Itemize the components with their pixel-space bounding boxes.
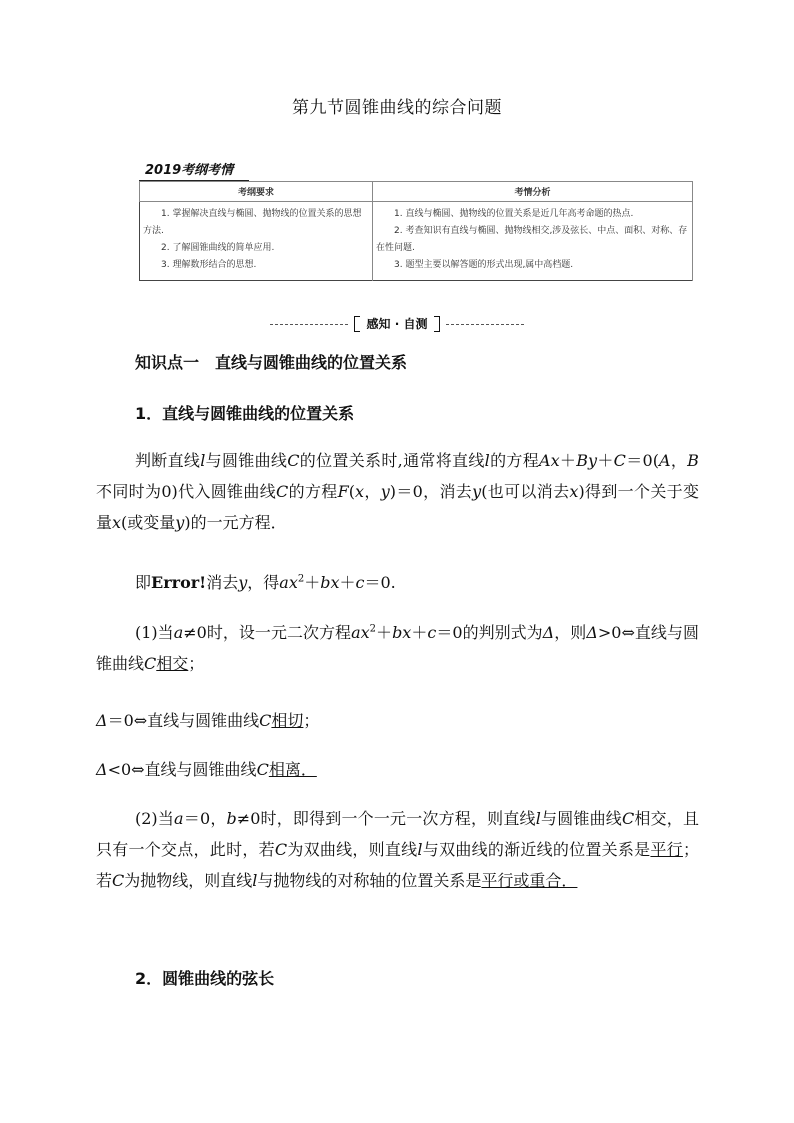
text: 为抛物线，则直线 — [124, 871, 253, 890]
text: 与圆锥曲线 — [205, 451, 288, 470]
page-title: 第九节圆锥曲线的综合问题 — [292, 98, 502, 118]
text: 为双曲线，则直线 — [287, 840, 418, 859]
text: ＋ — [376, 623, 393, 642]
answer-underlined: 相交 — [156, 654, 189, 673]
var: C — [259, 711, 272, 730]
text: ，则 — [554, 623, 587, 642]
var: bx — [392, 623, 412, 642]
answer-underlined: 平行或重合． — [481, 871, 578, 890]
var: Δ — [96, 711, 108, 730]
var: C — [613, 451, 626, 470]
var: C — [274, 840, 288, 859]
text: ； — [188, 654, 205, 673]
text: ，得 — [247, 573, 280, 592]
var: Ax — [539, 451, 560, 470]
divider-dash-left — [270, 324, 348, 325]
var: x — [569, 482, 579, 501]
paragraph-case-1 — [96, 617, 699, 679]
requirement-item: 3. 理解数形结合的思想. — [161, 260, 257, 270]
var: x — [112, 513, 122, 532]
var: y — [472, 482, 482, 501]
var: x — [288, 573, 298, 592]
answer-underlined: 相离． — [268, 760, 317, 779]
text: ＋ — [597, 451, 614, 470]
text: 的方程 — [288, 482, 338, 501]
exam-outline-table — [139, 181, 693, 281]
exam-outline-tag: 2019考纲考情 — [139, 162, 249, 181]
answer-underlined: 平行 — [650, 840, 683, 859]
text: 不同时为0)代入圆锥曲线 — [96, 482, 277, 501]
sub-heading-chord: 2．圆锥曲线的弦长 — [135, 969, 275, 988]
text: (2)当 — [135, 809, 175, 828]
text: (也可以消去 — [481, 482, 570, 501]
var: By — [576, 451, 598, 470]
text: (1)当 — [135, 623, 174, 642]
text: 与抛物线的对称轴的位置关系是 — [257, 871, 482, 890]
text: ≠0时，即得到一个一元一次方程，则直线 — [236, 809, 536, 828]
text: 相交，且只有一个交点，此时，若 — [96, 809, 699, 859]
requirement-item: 2. 了解圆锥曲线的简单应用. — [161, 243, 275, 253]
requirement-item: 1. 掌握解决直线与椭圆、抛物线的位置关系的思想方法. — [143, 209, 362, 236]
answer-underlined: 相切 — [271, 711, 304, 730]
var: a — [174, 809, 184, 828]
requirements-header: 考纲要求 — [140, 182, 373, 202]
text: ；若 — [96, 840, 699, 890]
var: C — [112, 871, 125, 890]
text: ＋ — [339, 573, 356, 592]
paragraph-separate — [96, 754, 699, 785]
var: y — [380, 482, 390, 501]
var: c — [427, 623, 437, 642]
text: ＝0的判别式为 — [436, 623, 543, 642]
var: l — [484, 451, 490, 470]
text: 与双曲线的渐近线的位置关系是 — [422, 840, 651, 859]
text: 消去 — [206, 573, 239, 592]
paragraph-tangent — [96, 705, 699, 736]
text: <0⇔直线与圆锥曲线 — [107, 760, 257, 779]
analysis-item: 3. 题型主要以解答题的形式出现,属中高档题. — [394, 260, 574, 270]
exam-outline-body-row — [140, 202, 693, 281]
paragraph-case-2 — [96, 803, 699, 896]
knowledge-point-heading: 知识点一 直线与圆锥曲线的位置关系 — [135, 353, 408, 372]
text: ＝0， — [183, 809, 227, 828]
text: )得到一个关于变量 — [96, 482, 699, 532]
var: C — [144, 654, 157, 673]
var: x — [360, 623, 370, 642]
requirements-cell — [140, 202, 373, 281]
exam-outline-box — [139, 162, 693, 281]
var: x — [354, 482, 365, 501]
exam-outline-header-row — [140, 182, 693, 202]
analysis-header: 考情分析 — [373, 182, 693, 202]
var: A — [658, 451, 671, 470]
text: ≠0时，设一元二次方程 — [183, 623, 352, 642]
exponent: 2 — [369, 623, 377, 635]
text: ＝0，消去 — [395, 482, 473, 501]
text: ； — [303, 711, 320, 730]
var: c — [355, 573, 365, 592]
text: >0⇔直线与圆锥曲线 — [96, 623, 699, 673]
paragraph-system — [96, 567, 699, 598]
analysis-cell — [373, 202, 693, 281]
text: 的位置关系时,通常将直线 — [299, 451, 485, 470]
var: y — [175, 513, 185, 532]
var: a — [279, 573, 289, 592]
analysis-item: 2. 考查知识有直线与椭圆、抛物线相交,涉及弦长、中点、面积、对称、存在性问题. — [376, 226, 688, 253]
var: Δ — [542, 623, 555, 642]
var: Δ — [96, 760, 108, 779]
var: F — [337, 482, 349, 501]
text: ， — [670, 451, 688, 470]
var: b — [226, 809, 237, 828]
var: C — [276, 482, 289, 501]
sub-heading-position: 1．直线与圆锥曲线的位置关系 — [135, 404, 355, 423]
text: ＝0( — [625, 451, 659, 470]
var: l — [252, 871, 258, 890]
var: C — [256, 760, 269, 779]
text: (或变量 — [121, 513, 176, 532]
text: )的一元方程． — [184, 513, 287, 532]
section-divider — [270, 314, 524, 334]
text: ， — [364, 482, 381, 501]
text: ＋ — [559, 451, 577, 470]
paragraph-method: 判断直线l与圆锥曲线C的位置关系时,通常将直线l的方程Ax＋By＋C＝0(A，B不同时为0)代入圆锥曲线C的方程F(x，y)＝0，消去y(也可以消去x)得到一个关于变量x(或变量y)的一元方程． — [96, 451, 699, 532]
var: bx — [320, 573, 340, 592]
exponent: 2 — [297, 573, 305, 585]
error-text: Error! — [151, 573, 207, 592]
var: Δ — [586, 623, 598, 642]
text: 判断直线 — [135, 451, 201, 470]
var: l — [417, 840, 423, 859]
var: C — [621, 809, 635, 828]
text: 的方程 — [489, 451, 540, 470]
section-divider-label: 感知 · 自测 — [352, 314, 442, 334]
text: ＋ — [411, 623, 428, 642]
var: a — [173, 623, 184, 642]
var: a — [351, 623, 361, 642]
var: C — [287, 451, 300, 470]
var: B — [687, 451, 699, 470]
text: 即 — [135, 573, 152, 592]
text: 与圆锥曲线 — [540, 809, 622, 828]
var: l — [200, 451, 206, 470]
var: y — [238, 573, 248, 592]
var: l — [535, 809, 541, 828]
analysis-item: 1. 直线与椭圆、抛物线的位置关系是近几年高考命题的热点. — [394, 209, 634, 219]
text: ＋ — [304, 573, 321, 592]
text: ＝0. — [364, 573, 396, 592]
divider-dash-right — [446, 324, 524, 325]
text: ＝0⇔直线与圆锥曲线 — [107, 711, 260, 730]
